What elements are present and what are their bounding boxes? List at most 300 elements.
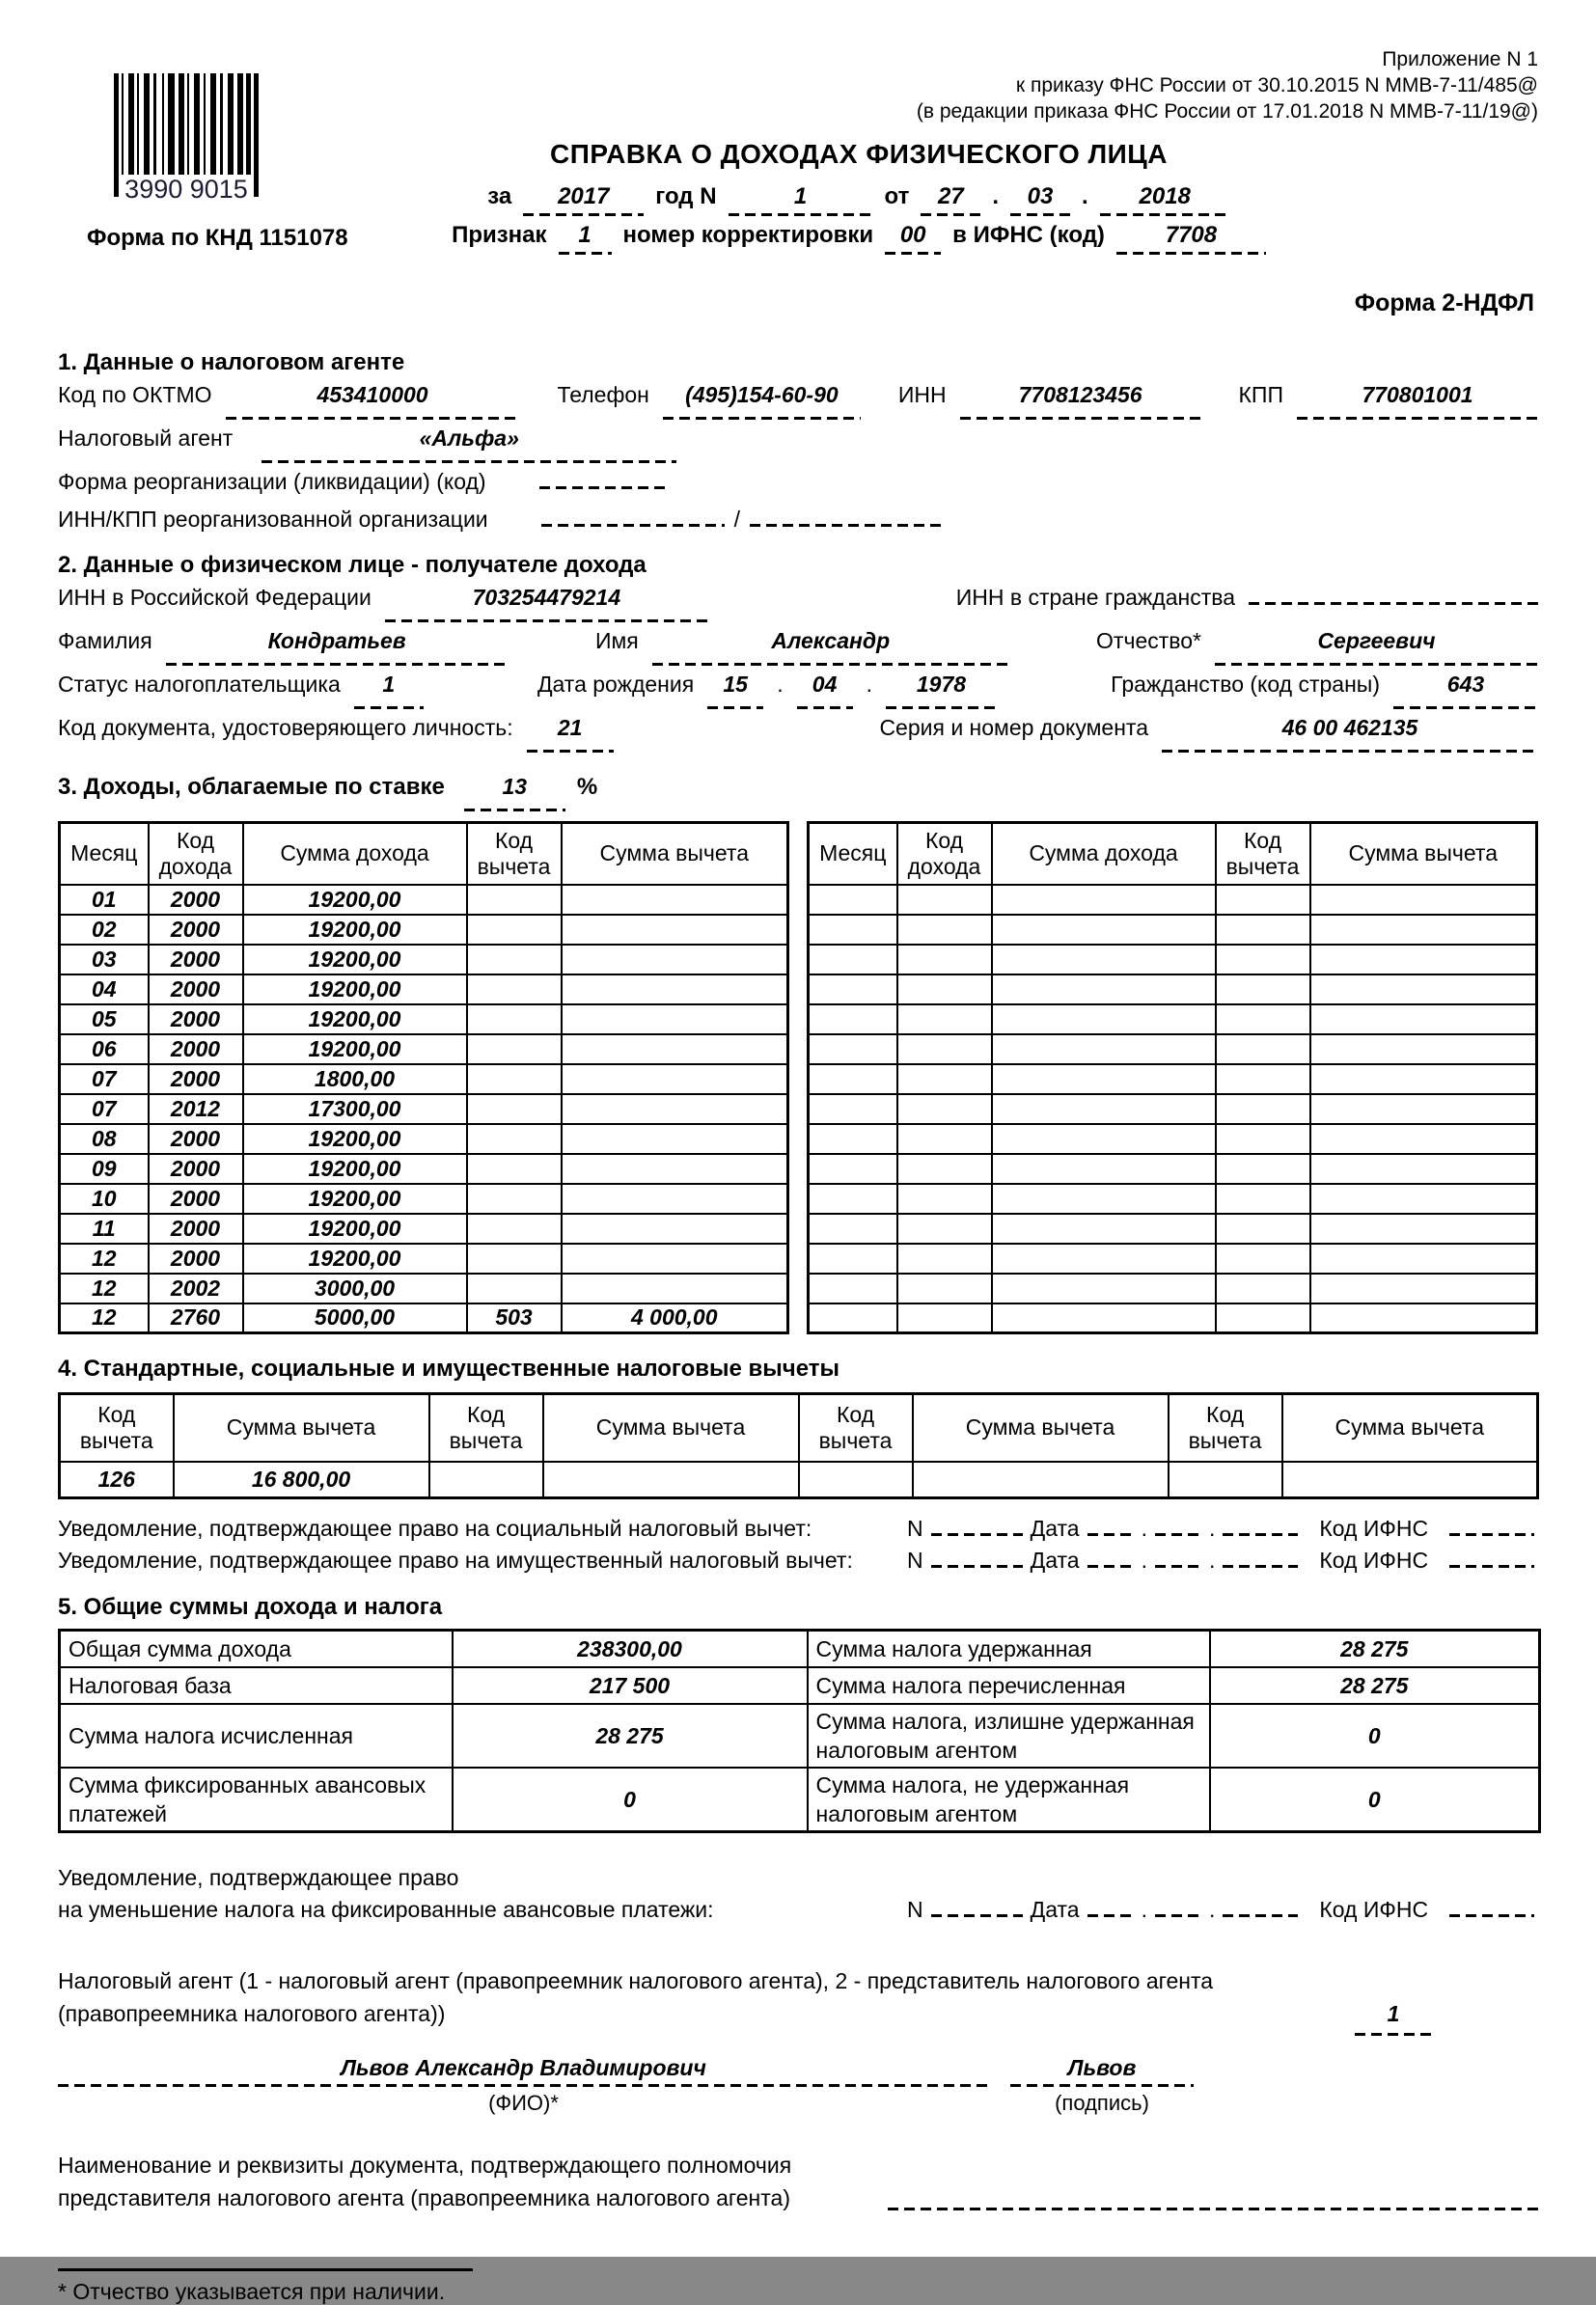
col-income-sum: Сумма дохода: [243, 823, 467, 885]
dot-separator: .: [1208, 1896, 1216, 1922]
section5-heading: 5. Общие суммы дохода и налога: [58, 1594, 443, 1621]
col-income-code: Код дохода: [149, 823, 243, 885]
totals-row: [60, 1704, 1540, 1768]
status-birth-citizenship-row: [58, 666, 1538, 709]
appendix-block: [917, 46, 1538, 124]
cell-month: 07: [60, 1064, 149, 1094]
cell-deduction-code: [1216, 1184, 1310, 1214]
dot-separator: .: [1141, 1548, 1147, 1574]
cell-deduction-sum: [562, 1214, 788, 1244]
ifns-code-label: Код ИФНС: [1319, 1896, 1429, 1922]
cell-month: [809, 1184, 897, 1214]
cell-deduction-code: 503: [467, 1303, 562, 1333]
cell-income-sum: [992, 945, 1216, 974]
cell-deduction-code: [467, 1244, 562, 1274]
total-value: 0: [1210, 1704, 1540, 1768]
notice-date-day: [1087, 1894, 1134, 1917]
authority-document-label: [58, 2149, 859, 2214]
cell-income-sum: [992, 974, 1216, 1004]
cell-income-code: 2000: [149, 1154, 243, 1184]
income-row: [60, 1214, 788, 1244]
cell-income-code: 2760: [149, 1303, 243, 1333]
cell-income-sum: 3000,00: [243, 1274, 467, 1303]
cell-month: 03: [60, 945, 149, 974]
signature-row: [58, 2055, 1538, 2116]
income-row: [60, 885, 788, 915]
income-row: [60, 1303, 788, 1333]
cell-deduction-sum: [543, 1462, 799, 1498]
cell-month: 01: [60, 885, 149, 915]
cell-income-sum: 19200,00: [243, 945, 467, 974]
cell-deduction-code: [467, 1064, 562, 1094]
footnote-separator: [58, 2268, 473, 2271]
section2-heading: 2. Данные о физическом лице - получателе дохода: [58, 552, 647, 578]
cell-income-code: [897, 1244, 992, 1274]
col-deduction-code: Код вычета: [467, 823, 562, 885]
cell-income-code: 2000: [149, 1214, 243, 1244]
cell-deduction-code: [1216, 1034, 1310, 1064]
identity-document-row: [58, 709, 1538, 753]
cell-month: 05: [60, 1004, 149, 1034]
cell-income-code: 2000: [149, 945, 243, 974]
cell-deduction-sum: [1310, 1004, 1537, 1034]
income-row-empty: [809, 1124, 1537, 1154]
signature-field: [1010, 2055, 1194, 2116]
cell-month: [809, 885, 897, 915]
cell-month: 09: [60, 1154, 149, 1184]
doc-number-field: 46 00 462135: [1162, 709, 1538, 753]
cell-month: 12: [60, 1274, 149, 1303]
birth-day-field: 15: [707, 666, 763, 709]
totals-row: [60, 1667, 1540, 1704]
cell-income-code: [897, 1214, 992, 1244]
cell-month: 04: [60, 974, 149, 1004]
agent-type-field: 1: [1355, 1997, 1432, 2036]
income-row: [60, 1064, 788, 1094]
cell-month: 12: [60, 1244, 149, 1274]
reorg-kpp-field: [750, 504, 943, 527]
cell-deduction-sum: [1310, 1214, 1537, 1244]
birth-date-label: Дата рождения: [537, 672, 695, 697]
reorg-code-field: [539, 466, 670, 489]
barcode-image: [114, 73, 259, 204]
doc-code-field: 21: [527, 709, 614, 753]
cell-income-sum: [992, 885, 1216, 915]
income-row-empty: [809, 1303, 1537, 1333]
cell-deduction-sum: [562, 1094, 788, 1124]
cell-deduction-code: 126: [60, 1462, 174, 1498]
cell-month: [809, 1034, 897, 1064]
doc-code-label: Код документа, удостоверяющего личность:: [58, 715, 513, 740]
cell-income-sum: [992, 1004, 1216, 1034]
dot-separator: .: [866, 672, 872, 697]
cell-income-sum: [992, 1214, 1216, 1244]
cell-income-code: [897, 885, 992, 915]
dot-separator: .: [1208, 1516, 1216, 1542]
income-row-empty: [809, 885, 1537, 915]
authority-document-block: [58, 2149, 1538, 2214]
cell-income-code: [897, 1034, 992, 1064]
advance-notice-label: [58, 1862, 907, 1926]
name-field: Александр: [652, 622, 1009, 666]
patronymic-field: Сергеевич: [1215, 622, 1538, 666]
date-label: Дата: [1030, 1896, 1080, 1922]
total-label: Сумма налога, излишне удержанная налоговым агентом: [808, 1704, 1210, 1768]
cell-month: [809, 1154, 897, 1184]
cell-deduction-sum: [1310, 1154, 1537, 1184]
agent-kpp-field: 770801001: [1297, 376, 1538, 420]
n-label: N: [907, 1516, 923, 1542]
income-row-empty: [809, 1064, 1537, 1094]
cell-deduction-code: [1216, 1274, 1310, 1303]
income-row-empty: [809, 945, 1537, 974]
cell-month: 02: [60, 915, 149, 945]
cell-income-sum: [992, 1094, 1216, 1124]
cell-income-sum: 19200,00: [243, 915, 467, 945]
income-row: [60, 1094, 788, 1124]
cell-deduction-sum: [1310, 915, 1537, 945]
total-value: 28 275: [1210, 1631, 1540, 1667]
cell-income-sum: [992, 1274, 1216, 1303]
cell-month: [809, 915, 897, 945]
income-tables: [58, 821, 1538, 1334]
doc-number-label: Серия и номер документа: [879, 715, 1148, 740]
cell-month: [809, 974, 897, 1004]
agent-type-block: [58, 1964, 1538, 2030]
cell-income-sum: 17300,00: [243, 1094, 467, 1124]
cell-income-code: 2000: [149, 974, 243, 1004]
cell-deduction-code: [1216, 885, 1310, 915]
form-name-label: Форма 2-НДФЛ: [1354, 289, 1534, 316]
total-label: Налоговая база: [60, 1667, 453, 1704]
income-table-header: [60, 823, 788, 885]
cell-month: [809, 1124, 897, 1154]
agent-type-line2: (правопреемника налогового агента)): [58, 2000, 446, 2026]
phone-field: (495)154-60-90: [663, 376, 861, 420]
cell-deduction-code: [1216, 1244, 1310, 1274]
cell-income-code: 2000: [149, 1034, 243, 1064]
inn-foreign-label: ИНН в стране гражданства: [955, 585, 1235, 610]
cell-deduction-sum: [1310, 1064, 1537, 1094]
cell-deduction-sum: [1282, 1462, 1538, 1498]
authority-line1: Наименование и реквизиты документа, подтверждающего полномочия: [58, 2152, 792, 2178]
col-deduction-sum: Сумма вычета: [562, 823, 788, 885]
cell-deduction-code: [799, 1462, 913, 1498]
social-notice-label: Уведомление, подтверждающее право на социальный налоговый вычет:: [58, 1516, 812, 1542]
total-value: 28 275: [453, 1704, 808, 1768]
cell-income-code: [897, 915, 992, 945]
col-deduction-code: Код вычета: [1169, 1394, 1282, 1462]
col-month: Месяц: [809, 823, 897, 885]
col-deduction-sum: Сумма вычета: [174, 1394, 429, 1462]
percent-sign: %: [576, 774, 598, 800]
reorg-inn-kpp-row: [58, 501, 1538, 538]
cell-income-code: 2000: [149, 885, 243, 915]
income-row: [60, 1154, 788, 1184]
section3-heading-row: [58, 768, 1538, 811]
cell-deduction-code: [467, 1214, 562, 1244]
reorg-inn-field: [541, 504, 725, 527]
notice-date-year: [1223, 1545, 1298, 1568]
cell-month: [809, 1064, 897, 1094]
form-title: СПРАВКА О ДОХОДАХ ФИЗИЧЕСКОГО ЛИЦА: [550, 139, 1168, 169]
cell-deduction-code: [1216, 974, 1310, 1004]
cell-deduction-sum: [1310, 1274, 1537, 1303]
ifns-code-label: в ИФНС (код): [952, 222, 1105, 248]
cell-deduction-code: [467, 1034, 562, 1064]
deductions-header: [60, 1394, 1538, 1462]
cell-income-sum: 1800,00: [243, 1064, 467, 1094]
sign-field: 1: [559, 222, 612, 255]
cell-month: [809, 1244, 897, 1274]
cell-deduction-code: [467, 1274, 562, 1303]
cell-income-code: 2002: [149, 1274, 243, 1303]
order-reference-line1: к приказу ФНС России от 30.10.2015 N ММВ-7-11/485@: [1015, 74, 1538, 96]
cell-deduction-sum: [1310, 974, 1537, 1004]
total-value: 0: [453, 1768, 808, 1832]
name-label: Имя: [594, 628, 639, 653]
cell-month: 11: [60, 1214, 149, 1244]
income-row: [60, 945, 788, 974]
cell-deduction-sum: [562, 1124, 788, 1154]
income-row: [60, 1184, 788, 1214]
cell-income-code: 2000: [149, 915, 243, 945]
cell-income-sum: 5000,00: [243, 1303, 467, 1333]
total-label: Общая сумма дохода: [60, 1631, 453, 1667]
total-value: 0: [1210, 1768, 1540, 1832]
date-month-field: 03: [1010, 183, 1070, 216]
fio-caption: (ФИО)*: [488, 2090, 559, 2115]
income-row: [60, 1274, 788, 1303]
income-row-empty: [809, 1274, 1537, 1303]
property-notice-label: Уведомление, подтверждающее право на имущественный налоговый вычет:: [58, 1548, 853, 1574]
birth-month-field: 04: [797, 666, 853, 709]
total-value: 238300,00: [453, 1631, 808, 1667]
sign-correction-line: [299, 222, 1418, 255]
ifns-code-field: 7708: [1116, 222, 1266, 255]
notice-number-field: [931, 1545, 1023, 1568]
cell-month: [809, 945, 897, 974]
authority-document-field: [888, 2187, 1538, 2210]
cell-deduction-code: [467, 974, 562, 1004]
cell-deduction-code: [1216, 1214, 1310, 1244]
section3-incomes: [58, 768, 1538, 1334]
cell-income-sum: 19200,00: [243, 1004, 467, 1034]
authority-line2: представителя налогового агента (правопреемника налогового агента): [58, 2184, 790, 2210]
cell-deduction-code: [1216, 1094, 1310, 1124]
agent-kpp-label: КПП: [1238, 382, 1283, 407]
cell-income-code: [897, 974, 992, 1004]
cell-income-code: 2012: [149, 1094, 243, 1124]
cell-deduction-sum: [1310, 885, 1537, 915]
cell-deduction-sum: [1310, 1184, 1537, 1214]
date-label: Дата: [1030, 1548, 1080, 1574]
agent-inn-label: ИНН: [897, 382, 947, 407]
cell-income-sum: [992, 1064, 1216, 1094]
income-row: [60, 1004, 788, 1034]
cell-deduction-code: [467, 1154, 562, 1184]
cell-income-sum: [992, 1034, 1216, 1064]
cell-income-sum: [992, 1303, 1216, 1333]
col-month: Месяц: [60, 823, 149, 885]
cell-income-code: [897, 1064, 992, 1094]
col-deduction-sum: Сумма вычета: [1282, 1394, 1538, 1462]
cell-income-sum: 19200,00: [243, 1124, 467, 1154]
cell-income-code: 2000: [149, 1004, 243, 1034]
cell-deduction-sum: [562, 974, 788, 1004]
notice-date-day: [1087, 1545, 1134, 1568]
cell-income-sum: [992, 1244, 1216, 1274]
cell-deduction-sum: [562, 1184, 788, 1214]
totals-row: [60, 1768, 1540, 1832]
inn-foreign-field: [1249, 582, 1538, 605]
property-deduction-notice: [58, 1545, 1538, 1577]
cell-deduction-code: [1216, 1303, 1310, 1333]
income-row-empty: [809, 1244, 1537, 1274]
status-label: Статус налогоплательщика: [58, 672, 341, 697]
cell-deduction-code: [1216, 915, 1310, 945]
dot-separator: .: [1141, 1516, 1147, 1542]
citizenship-label: Гражданство (код страны): [1111, 672, 1380, 697]
income-row: [60, 1244, 788, 1274]
cell-income-sum: 19200,00: [243, 1214, 467, 1244]
col-deduction-code: Код вычета: [60, 1394, 174, 1462]
cell-deduction-code: [467, 1004, 562, 1034]
cell-month: [809, 1274, 897, 1303]
correction-label: номер корректировки: [622, 222, 874, 248]
phone-label: Телефон: [557, 382, 649, 407]
cell-deduction-code: [1216, 1064, 1310, 1094]
appendix-line: Приложение N 1: [1382, 48, 1538, 70]
inn-row: [58, 579, 1538, 622]
cell-income-sum: [992, 1154, 1216, 1184]
cell-income-sum: 19200,00: [243, 974, 467, 1004]
citizenship-field: 643: [1393, 666, 1538, 709]
title-block: [299, 139, 1418, 255]
order-reference-line2: (в редакции приказа ФНС России от 17.01.2018 N ММВ-7-11/19@): [916, 100, 1538, 123]
col-deduction-sum: Сумма вычета: [543, 1394, 799, 1462]
reorg-label: Форма реорганизации (ликвидации) (код): [58, 469, 486, 494]
agent-name-label: Налоговый агент: [58, 425, 234, 451]
total-label: Сумма налога исчисленная: [60, 1704, 453, 1768]
cell-deduction-code: [429, 1462, 543, 1498]
reorg-inn-label: ИНН/КПП реорганизованной организации: [58, 507, 488, 532]
cell-deduction-sum: [562, 945, 788, 974]
notice-date-month: [1155, 1894, 1201, 1917]
cell-income-sum: 19200,00: [243, 1154, 467, 1184]
col-income-sum: Сумма дохода: [992, 823, 1216, 885]
total-label: Сумма налога удержанная: [808, 1631, 1210, 1667]
cell-income-code: [897, 1004, 992, 1034]
income-row: [60, 1124, 788, 1154]
cell-month: 10: [60, 1184, 149, 1214]
notice-date-year: [1223, 1513, 1298, 1536]
income-row-empty: [809, 1004, 1537, 1034]
for-label: за: [487, 183, 512, 209]
cell-month: [809, 1094, 897, 1124]
col-deduction-code: Код вычета: [799, 1394, 913, 1462]
col-deduction-code: Код вычета: [1216, 823, 1310, 885]
notice-date-month: [1155, 1513, 1201, 1536]
cell-deduction-sum: 16 800,00: [174, 1462, 429, 1498]
notice-date-year: [1223, 1894, 1298, 1917]
section1-heading: 1. Данные о налоговом агенте: [58, 349, 405, 375]
n-label: N: [907, 1548, 923, 1574]
cell-income-sum: [992, 1184, 1216, 1214]
fio-row: [58, 622, 1538, 666]
income-row: [60, 1034, 788, 1064]
cell-income-code: [897, 945, 992, 974]
cell-income-code: [897, 1124, 992, 1154]
cell-deduction-sum: [562, 1004, 788, 1034]
footnote-text: * Отчество указывается при наличии.: [58, 2278, 446, 2304]
income-row-empty: [809, 1154, 1537, 1184]
cell-income-sum: 19200,00: [243, 1244, 467, 1274]
total-label: Сумма налога перечисленная: [808, 1667, 1210, 1704]
cell-deduction-sum: [562, 1244, 788, 1274]
sign-label: Признак: [452, 222, 547, 248]
cell-income-code: 2000: [149, 1064, 243, 1094]
fio-value: Львов Александр Владимирович: [58, 2055, 989, 2087]
notice-ifns-field: [1449, 1545, 1534, 1568]
notice-date-month: [1155, 1545, 1201, 1568]
cell-deduction-code: [1216, 1124, 1310, 1154]
cell-month: [809, 1004, 897, 1034]
barcode-digits: 3990 9015: [120, 175, 253, 205]
cell-deduction-sum: 4 000,00: [562, 1303, 788, 1333]
dot-separator: .: [992, 183, 1000, 209]
income-row: [60, 974, 788, 1004]
section2-individual: [58, 552, 1538, 753]
cell-income-sum: 19200,00: [243, 1034, 467, 1064]
cell-deduction-code: [467, 1094, 562, 1124]
notice-date-day: [1087, 1513, 1134, 1536]
income-table-right: [807, 821, 1538, 1334]
cell-month: 07: [60, 1094, 149, 1124]
dot-separator: .: [1082, 183, 1088, 209]
income-row: [60, 915, 788, 945]
cell-deduction-code: [467, 945, 562, 974]
notice-number-field: [931, 1513, 1023, 1536]
cell-month: 06: [60, 1034, 149, 1064]
dot-separator: .: [1208, 1548, 1216, 1574]
cell-income-sum: 19200,00: [243, 885, 467, 915]
date-day-field: 27: [921, 183, 980, 216]
oktmo-label: Код по ОКТМО: [58, 382, 212, 407]
fio-signature-field: [58, 2055, 989, 2116]
col-income-code: Код дохода: [897, 823, 992, 885]
birth-year-field: 1978: [886, 666, 997, 709]
cell-income-code: [897, 1184, 992, 1214]
signature-caption: (подпись): [1055, 2090, 1149, 2115]
cell-deduction-sum: [562, 915, 788, 945]
cell-deduction-code: [467, 915, 562, 945]
cell-deduction-code: [1216, 945, 1310, 974]
income-row-empty: [809, 1034, 1537, 1064]
advance-notice-line2: на уменьшение налога на фиксированные авансовые платежи:: [58, 1896, 714, 1922]
slash-separator: /: [733, 507, 741, 532]
year-number-line: [299, 183, 1418, 216]
signature-value: Львов: [1010, 2055, 1194, 2087]
cell-month: [809, 1303, 897, 1333]
agent-name-field: «Альфа»: [261, 420, 676, 463]
section4-heading: 4. Стандартные, социальные и имущественные налоговые вычеты: [58, 1356, 839, 1382]
cell-deduction-sum: [562, 1064, 788, 1094]
cell-deduction-sum: [913, 1462, 1169, 1498]
dot-separator: .: [777, 672, 784, 697]
cell-month: 08: [60, 1124, 149, 1154]
inn-rf-field: 703254479214: [385, 579, 708, 622]
